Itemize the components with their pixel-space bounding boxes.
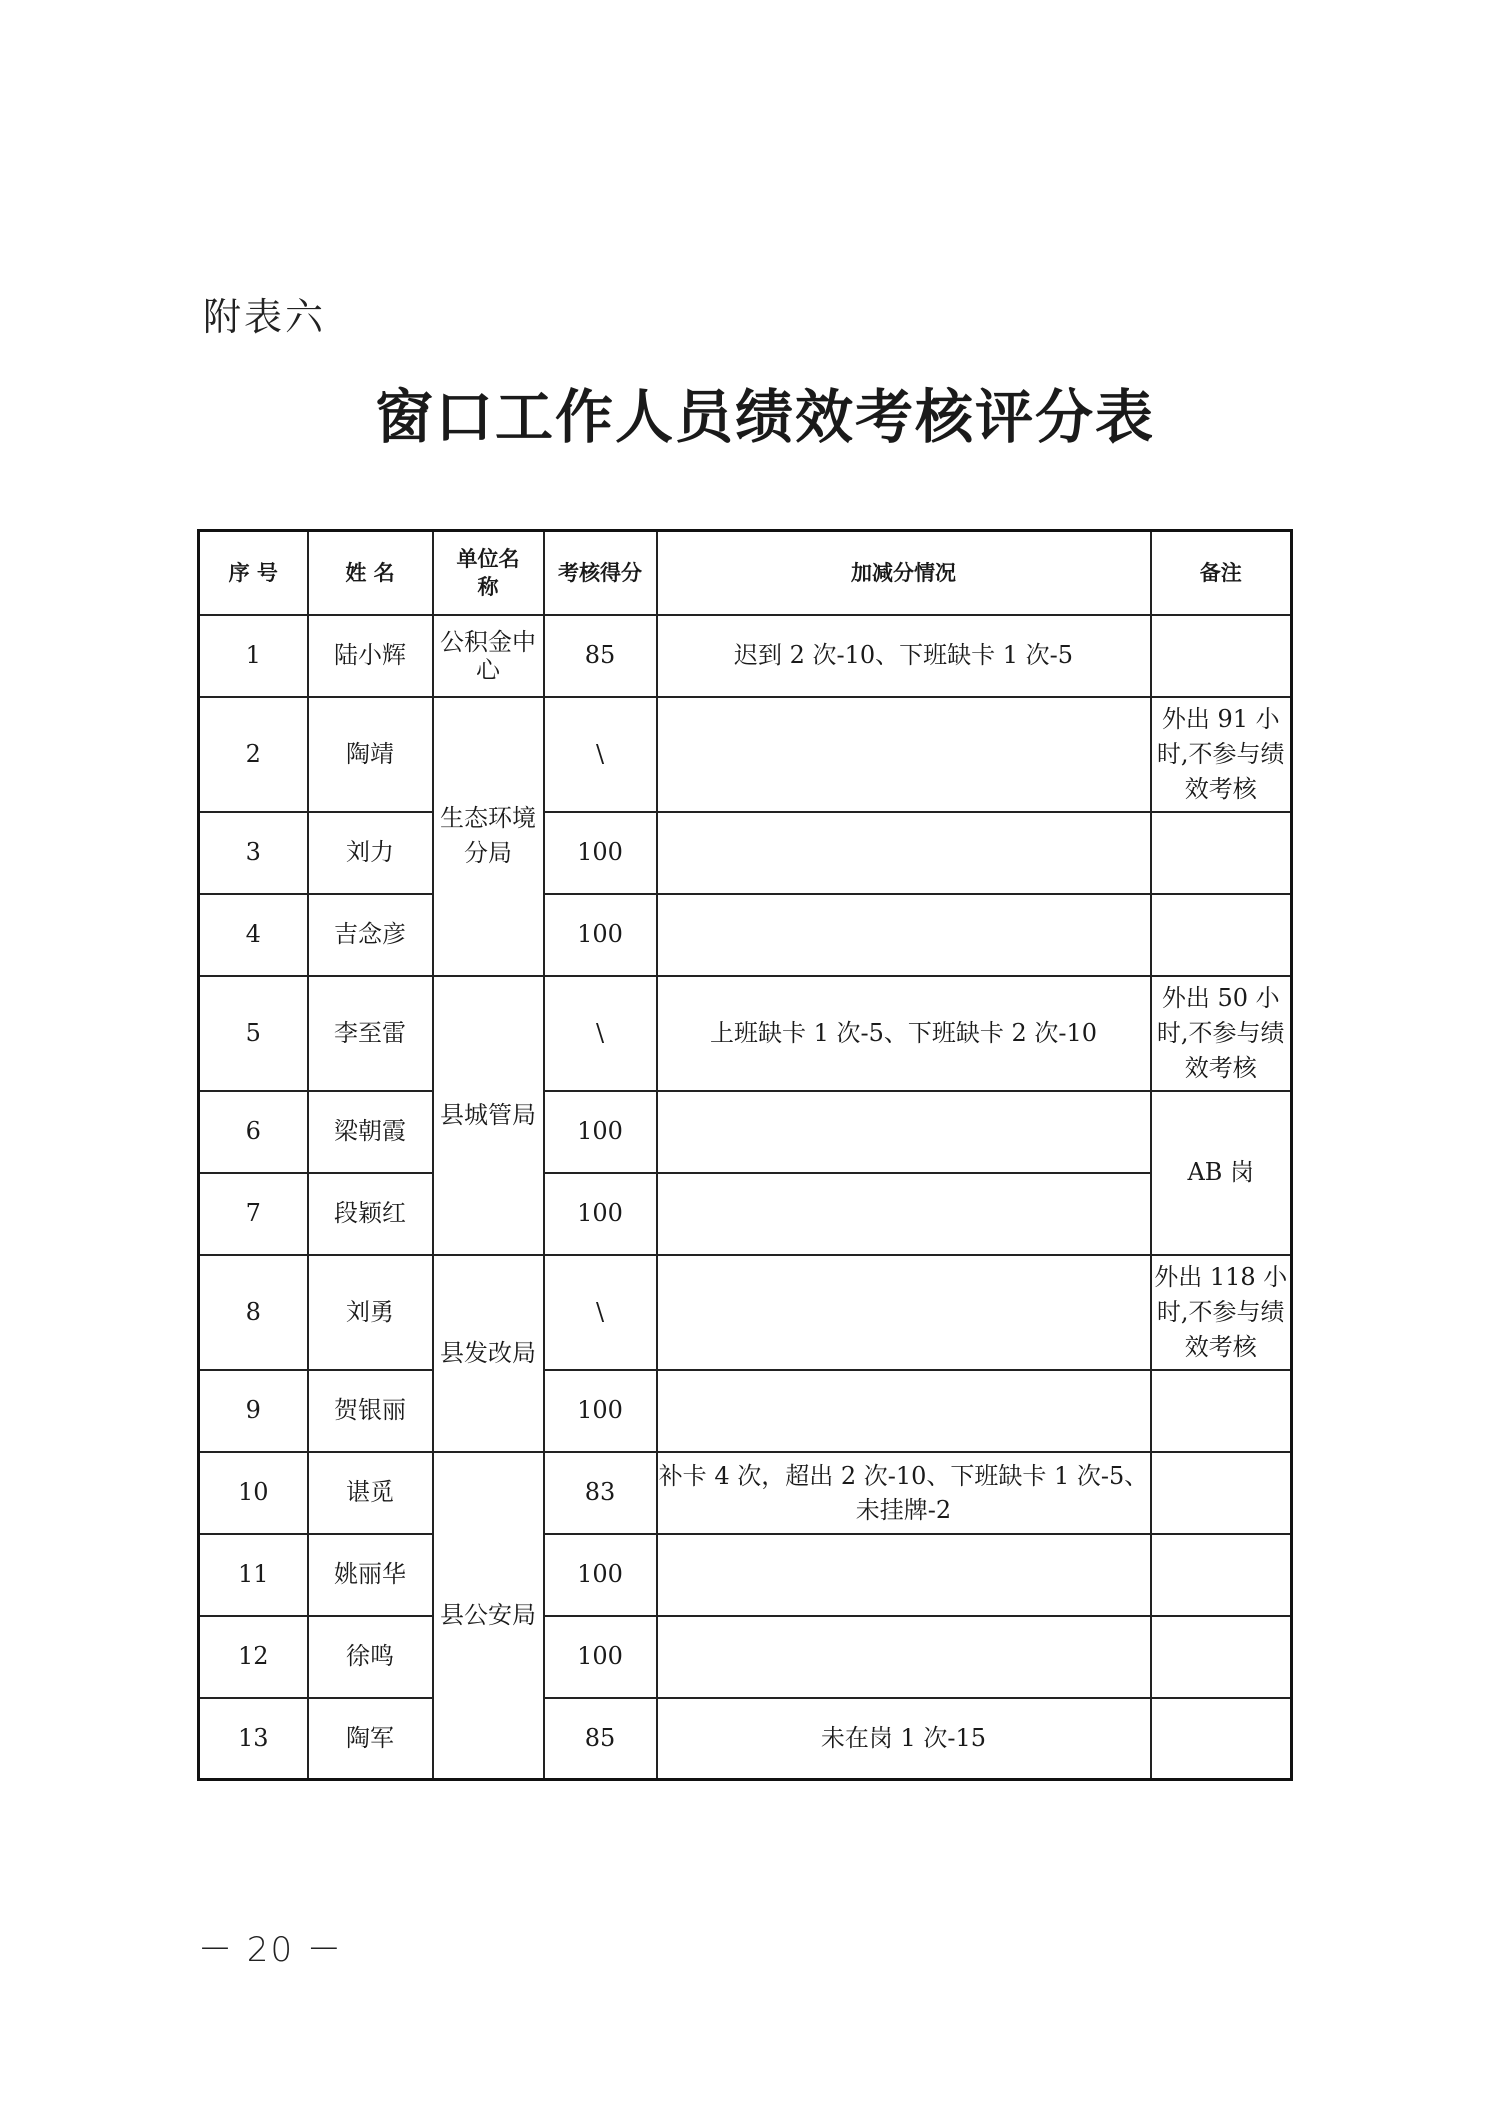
cell-score: 100 (544, 812, 657, 894)
cell-unit: 生态环境分局 (433, 697, 544, 976)
cell-remark: AB 岗 (1151, 1091, 1292, 1255)
cell-name: 姚丽华 (308, 1534, 433, 1616)
table-row (199, 1698, 1292, 1780)
cell-seq: 13 (199, 1698, 308, 1780)
cell-remark: 外出 91 小时,不参与绩效考核 (1151, 697, 1292, 812)
page-number: － 20 － (198, 1930, 343, 1970)
cell-seq: 12 (199, 1616, 308, 1698)
table-row (199, 1534, 1292, 1616)
cell-seq: 4 (199, 894, 308, 976)
cell-adjust (657, 1370, 1151, 1452)
cell-seq: 2 (199, 697, 308, 812)
cell-name: 谌觅 (308, 1452, 433, 1534)
cell-name: 刘勇 (308, 1255, 433, 1370)
cell-score: \ (544, 976, 657, 1091)
cell-score: 100 (544, 1091, 657, 1173)
cell-score: 100 (544, 1616, 657, 1698)
cell-unit: 县公安局 (433, 1452, 544, 1780)
cell-name: 贺银丽 (308, 1370, 433, 1452)
cell-adjust: 补卡 4 次，超出 2 次-10、下班缺卡 1 次-5、未挂牌-2 (657, 1452, 1151, 1534)
table-row (199, 1173, 1292, 1255)
cell-remark (1151, 615, 1292, 697)
cell-remark (1151, 1452, 1292, 1534)
cell-score: 85 (544, 1698, 657, 1780)
cell-remark: 外出 118 小时,不参与绩效考核 (1151, 1255, 1292, 1370)
cell-seq: 3 (199, 812, 308, 894)
cell-name: 梁朝霞 (308, 1091, 433, 1173)
cell-seq: 5 (199, 976, 308, 1091)
cell-score: 100 (544, 1534, 657, 1616)
cell-name: 段颖红 (308, 1173, 433, 1255)
cell-seq: 6 (199, 1091, 308, 1173)
cell-seq: 11 (199, 1534, 308, 1616)
header-row (199, 531, 1292, 615)
cell-seq: 9 (199, 1370, 308, 1452)
cell-adjust (657, 1255, 1151, 1370)
cell-score: 85 (544, 615, 657, 697)
cell-adjust (657, 1173, 1151, 1255)
cell-adjust (657, 894, 1151, 976)
cell-name: 陶军 (308, 1698, 433, 1780)
cell-name: 陆小辉 (308, 615, 433, 697)
cell-remark (1151, 1616, 1292, 1698)
annex-label: 附表六 (203, 295, 327, 339)
cell-remark (1151, 1698, 1292, 1780)
cell-name: 陶靖 (308, 697, 433, 812)
cell-unit: 县城管局 (433, 976, 544, 1255)
cell-adjust (657, 697, 1151, 812)
cell-unit: 公积金中心 (433, 615, 544, 697)
cell-name: 刘力 (308, 812, 433, 894)
cell-adjust: 未在岗 1 次-15 (657, 1698, 1151, 1780)
header-score: 考核得分 (544, 531, 657, 615)
cell-score: 100 (544, 1370, 657, 1452)
header-unit: 单位名称 (433, 531, 544, 615)
cell-remark (1151, 1370, 1292, 1452)
header-name: 姓 名 (308, 531, 433, 615)
table-row (199, 697, 1292, 812)
cell-adjust: 上班缺卡 1 次-5、下班缺卡 2 次-10 (657, 976, 1151, 1091)
score-table (197, 529, 1293, 1781)
cell-adjust (657, 1534, 1151, 1616)
cell-seq: 10 (199, 1452, 308, 1534)
cell-unit: 县发改局 (433, 1255, 544, 1452)
table-row (199, 976, 1292, 1091)
table-row (199, 1091, 1292, 1173)
cell-seq: 1 (199, 615, 308, 697)
table-row (199, 1452, 1292, 1534)
cell-score: 100 (544, 894, 657, 976)
cell-score: 100 (544, 1173, 657, 1255)
header-remark: 备注 (1151, 531, 1292, 615)
header-seq: 序 号 (199, 531, 308, 615)
cell-adjust (657, 812, 1151, 894)
table-row (199, 894, 1292, 976)
cell-remark: 外出 50 小时,不参与绩效考核 (1151, 976, 1292, 1091)
table-row (199, 1255, 1292, 1370)
table-row (199, 615, 1292, 697)
cell-remark (1151, 812, 1292, 894)
header-adjust: 加减分情况 (657, 531, 1151, 615)
cell-adjust (657, 1616, 1151, 1698)
cell-seq: 7 (199, 1173, 308, 1255)
cell-remark (1151, 894, 1292, 976)
cell-remark (1151, 1534, 1292, 1616)
table-row (199, 1370, 1292, 1452)
cell-seq: 8 (199, 1255, 308, 1370)
cell-name: 李至雷 (308, 976, 433, 1091)
table-row (199, 812, 1292, 894)
cell-name: 吉念彦 (308, 894, 433, 976)
table-row (199, 1616, 1292, 1698)
cell-name: 徐鸣 (308, 1616, 433, 1698)
cell-score: 83 (544, 1452, 657, 1534)
cell-score: \ (544, 697, 657, 812)
cell-adjust (657, 1091, 1151, 1173)
cell-score: \ (544, 1255, 657, 1370)
page-title: 窗口工作人员绩效考核评分表 (374, 383, 1155, 451)
cell-adjust: 迟到 2 次-10、下班缺卡 1 次-5 (657, 615, 1151, 697)
